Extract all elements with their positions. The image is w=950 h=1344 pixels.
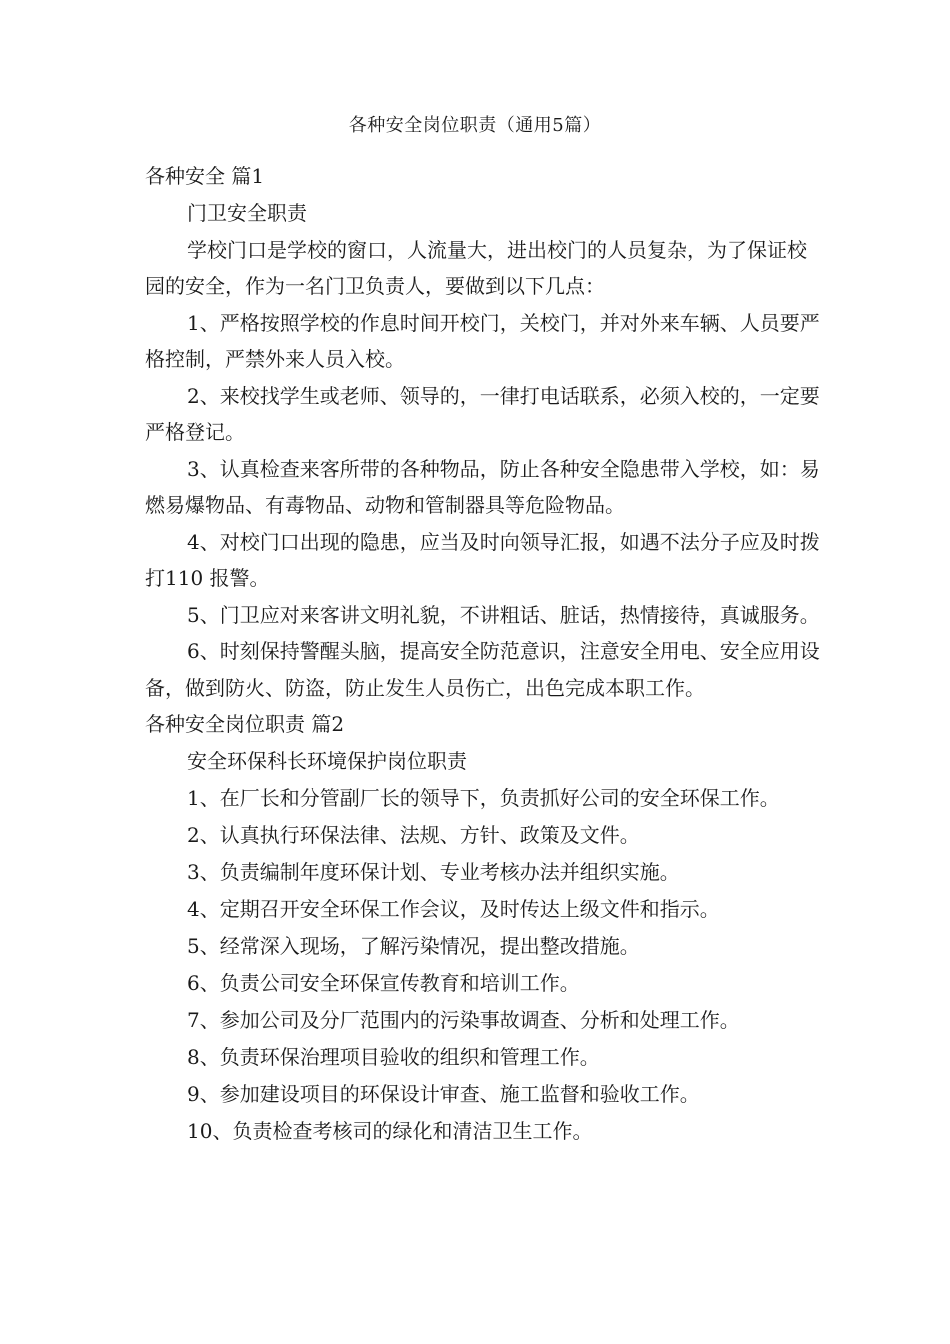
section-subtitle: 安全环保科长环境保护岗位职责 xyxy=(187,749,467,773)
list-item: 1、严格按照学校的作息时间开校门，关校门，并对外来车辆、人员要严格控制，严禁外来人员入校。 xyxy=(145,310,820,371)
list-item: 4、对校门口出现的隐患，应当及时向领导汇报，如遇不法分子应及时拨打110 报警。 xyxy=(145,529,820,590)
paragraph: 学校门口是学校的窗口，人流量大，进出校门的人员复杂，为了保证校园的安全，作为一名门卫负责人，要做到以下几点： xyxy=(145,237,807,298)
list-item: 7、参加公司及分厂范围内的污染事故调查、分析和处理工作。 xyxy=(187,1008,740,1032)
list-item: 9、参加建设项目的环保设计审查、施工监督和验收工作。 xyxy=(187,1082,700,1106)
list-item: 10、负责检查考核司的绿化和清洁卫生工作。 xyxy=(187,1119,593,1143)
section-heading: 各种安全 篇1 xyxy=(145,164,265,188)
section-heading: 各种安全岗位职责 篇2 xyxy=(145,712,345,736)
list-item: 6、时刻保持警醒头脑，提高安全防范意识，注意安全用电、安全应用设备，做到防火、防盗，防止发生人员伤亡，出色完成本职工作。 xyxy=(145,639,820,700)
list-item: 2、认真执行环保法律、法规、方针、政策及文件。 xyxy=(187,823,640,847)
list-item: 5、门卫应对来客讲文明礼貌，不讲粗话、脏话，热情接待，真诚服务。 xyxy=(187,602,820,627)
document-title: 各种安全岗位职责（通用5篇） xyxy=(348,115,602,136)
list-item: 6、负责公司安全环保宣传教育和培训工作。 xyxy=(187,971,580,995)
list-item: 3、认真检查来客所带的各种物品，防止各种安全隐患带入学校，如：易燃易爆物品、有毒物品、动物和管制器具等危险物品。 xyxy=(145,456,820,517)
section-subtitle: 门卫安全职责 xyxy=(187,201,307,225)
list-item: 1、在厂长和分管副厂长的领导下，负责抓好公司的安全环保工作。 xyxy=(187,786,780,810)
list-item: 8、负责环保治理项目验收的组织和管理工作。 xyxy=(187,1045,600,1069)
list-item: 2、来校找学生或老师、领导的，一律打电话联系，必须入校的，一定要严格登记。 xyxy=(145,383,820,444)
section-2 xyxy=(145,706,825,1150)
section-1 xyxy=(145,158,825,706)
list-item: 3、负责编制年度环保计划、专业考核办法并组织实施。 xyxy=(187,860,680,884)
list-item: 5、经常深入现场，了解污染情况，提出整改措施。 xyxy=(187,934,640,958)
document-body xyxy=(145,158,825,1150)
list-item: 4、定期召开安全环保工作会议，及时传达上级文件和指示。 xyxy=(187,897,720,921)
